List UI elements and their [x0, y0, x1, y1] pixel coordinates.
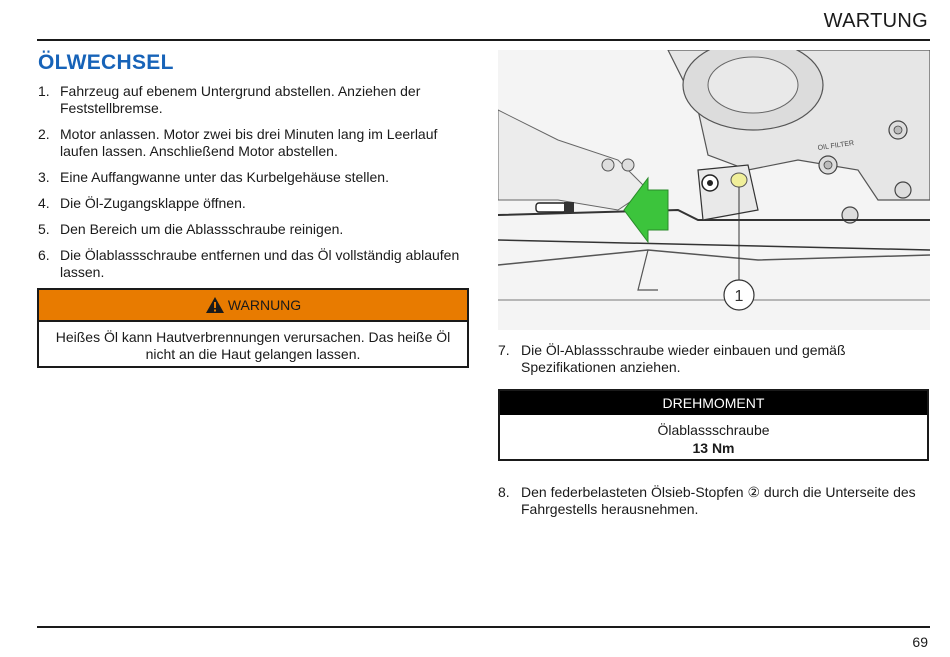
step-number: 4. [38, 195, 50, 211]
step-number: 1. [38, 83, 50, 99]
engine-drawing [498, 50, 930, 330]
header-rule [37, 39, 930, 41]
step-text: Die Öl-Ablassschraube wieder einbauen und gemäß Spezifikationen anziehen. [521, 342, 846, 375]
steps-list-right [498, 342, 928, 376]
step-number: 3. [38, 169, 50, 185]
step-number: 6. [38, 247, 50, 263]
step-text: Motor anlassen. Motor zwei bis drei Minuten lang im Leerlauf laufen lassen. Anschließend Motor abstellen. [60, 126, 438, 159]
step-text: Eine Auffangwanne unter das Kurbelgehäuse stellen. [60, 169, 389, 185]
list-item [38, 247, 468, 281]
torque-value: 13 Nm [692, 440, 735, 456]
page-title: ÖLWECHSEL [38, 51, 174, 74]
list-item [38, 195, 468, 212]
warning-header [39, 290, 467, 322]
list-item [498, 342, 928, 376]
warning-triangle-icon [205, 296, 225, 314]
steps-list-left [38, 83, 468, 290]
warning-box [37, 288, 469, 368]
section-header: WARTUNG [823, 10, 928, 32]
steps-list-right-2 [498, 484, 928, 518]
page-number: 69 [912, 634, 928, 650]
step-number: 8. [498, 484, 510, 500]
list-item [498, 484, 928, 518]
oil-filter-label: OIL FILTER [817, 139, 855, 152]
torque-body [500, 415, 927, 457]
callout-1: 1 [734, 288, 744, 305]
step-text: Die Ölablassschraube entfernen und das Öl vollständig ablaufen lassen. [60, 247, 460, 280]
step-number: 7. [498, 342, 510, 358]
torque-table [498, 389, 929, 461]
torque-header: DREHMOMENT [500, 391, 927, 415]
footer-rule [37, 626, 930, 628]
list-item [38, 221, 468, 238]
step-text: Fahrzeug auf ebenem Untergrund abstellen. Anziehen der Feststellbremse. [60, 83, 421, 116]
drain-plug-illustration [498, 50, 930, 330]
warning-label: WARNUNG [227, 297, 302, 313]
list-item [38, 126, 468, 160]
list-item [38, 169, 468, 186]
step-text: Den federbelasteten Ölsieb-Stopfen ② durch die Unterseite des Fahrgestells herausnehmen. [521, 484, 916, 517]
step-number: 2. [38, 126, 50, 142]
list-item [38, 83, 468, 117]
step-text: Den Bereich um die Ablassschraube reinigen. [60, 221, 344, 237]
step-text: Die Öl-Zugangsklappe öffnen. [60, 195, 246, 211]
torque-item: Ölablassschraube [657, 422, 770, 438]
step-number: 5. [38, 221, 50, 237]
warning-text: Heißes Öl kann Hautverbrennungen verursachen. Das heiße Öl nicht an die Haut gelangen lassen. [55, 329, 451, 362]
